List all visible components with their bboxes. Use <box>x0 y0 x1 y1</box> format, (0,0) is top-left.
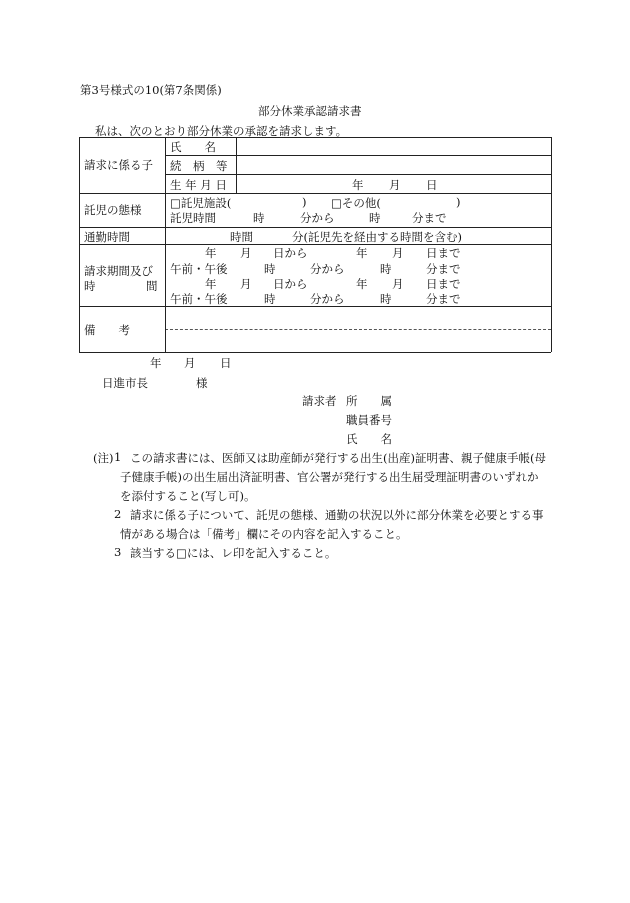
addressee-mayor: 日進市長 <box>102 376 148 390</box>
childcare-facility-checkbox[interactable]: □託児施設( <box>170 196 232 210</box>
period1-min-from: 分から <box>310 262 345 276</box>
child-name-label: 氏 名 <box>170 140 216 154</box>
requester-dept: 所 属 <box>346 394 392 408</box>
note-3-line-1: 該当する□には、レ印を記入すること。 <box>130 546 337 560</box>
period1-year-to: 年 <box>356 246 368 260</box>
period2-min-to: 分まで <box>426 292 461 306</box>
childcare-hour-to: 時 <box>369 211 381 225</box>
period1-hour-from: 時 <box>264 262 276 276</box>
period2-hour-to: 時 <box>380 292 392 306</box>
remarks-input[interactable] <box>168 309 548 327</box>
child-birthdate-label: 生 年 月 日 <box>170 178 227 192</box>
commute-hours: 時間 <box>230 230 253 244</box>
childcare-label: 託児の態様 <box>84 203 142 217</box>
period2-month-to: 月 <box>392 277 404 291</box>
period1-year-from: 年 <box>205 246 217 260</box>
date-month: 月 <box>184 356 196 370</box>
birth-year: 年 <box>352 178 364 192</box>
childcare-hour-from: 時 <box>253 211 265 225</box>
period2-day-from: 日から <box>273 277 308 291</box>
period1-day-to: 日まで <box>426 246 461 260</box>
other-paren-close: ) <box>456 195 461 209</box>
period1-day-from: 日から <box>273 246 308 260</box>
notes-prefix: (注) <box>93 451 114 465</box>
note-2-line-2: 情がある場合は「備考」欄にその内容を記入すること。 <box>120 527 408 541</box>
childcare-other-checkbox[interactable]: □その他( <box>331 196 381 210</box>
period-label-line1: 請求期間及び <box>84 264 153 278</box>
child-section-label: 請求に係る子 <box>84 158 153 172</box>
period-label-line2-right: 間 <box>146 279 158 293</box>
period2-day-to: 日まで <box>426 277 461 291</box>
addressee-sama: 様 <box>196 376 208 390</box>
childcare-min-to: 分まで <box>412 211 447 225</box>
note-2-line-1: 請求に係る子について、託児の態様、通勤の状況以外に部分休業を必要とする事 <box>130 508 544 522</box>
requester-name: 氏 名 <box>346 432 392 446</box>
form-number: 第3号様式の10(第7条関係) <box>80 83 222 97</box>
requester-label: 請求者 <box>302 394 337 408</box>
facility-paren-close: ) <box>302 195 307 209</box>
note-1-line-3: を添付すること(写し可)。 <box>120 489 256 503</box>
childcare-min-from: 分から <box>300 211 335 225</box>
period2-year-to: 年 <box>356 277 368 291</box>
commute-label: 通勤時間 <box>84 230 130 244</box>
note-1-line-1: この請求書には、医師又は助産師が発行する出生(出産)証明書、親子健康手帳(母 <box>130 451 546 465</box>
period-label-line2-left: 時 <box>84 279 96 293</box>
period1-min-to: 分まで <box>426 262 461 276</box>
intro-text: 私は、次のとおり部分休業の承認を請求します。 <box>95 124 348 138</box>
period2-min-from: 分から <box>310 292 345 306</box>
date-year: 年 <box>150 356 162 370</box>
period1-month-from: 月 <box>240 246 252 260</box>
period1-month-to: 月 <box>392 246 404 260</box>
period2-ampm[interactable]: 午前・午後 <box>170 292 228 306</box>
period2-hour-from: 時 <box>264 292 276 306</box>
period1-ampm[interactable]: 午前・午後 <box>170 262 228 276</box>
form-title: 部分休業承認請求書 <box>258 104 362 118</box>
requester-staff-no: 職員番号 <box>346 413 392 427</box>
commute-minutes-note: 分(託児先を経由する時間を含む) <box>292 230 462 244</box>
period1-hour-to: 時 <box>380 262 392 276</box>
birth-month: 月 <box>389 178 401 192</box>
child-relation-label: 続 柄 等 <box>170 159 228 173</box>
note-1-num: 1 <box>114 450 122 464</box>
period2-year-from: 年 <box>205 277 217 291</box>
birth-day: 日 <box>426 178 438 192</box>
remarks-label: 備 考 <box>84 323 130 337</box>
date-day: 日 <box>220 356 232 370</box>
note-2-num: 2 <box>114 507 122 521</box>
note-1-line-2: 子健康手帳)の出生届出済証明書、官公署が発行する出生届受理証明書のいずれか <box>120 470 539 484</box>
period2-month-from: 月 <box>240 277 252 291</box>
note-3-num: 3 <box>114 545 122 559</box>
childcare-time-label: 託児時間 <box>170 211 216 225</box>
